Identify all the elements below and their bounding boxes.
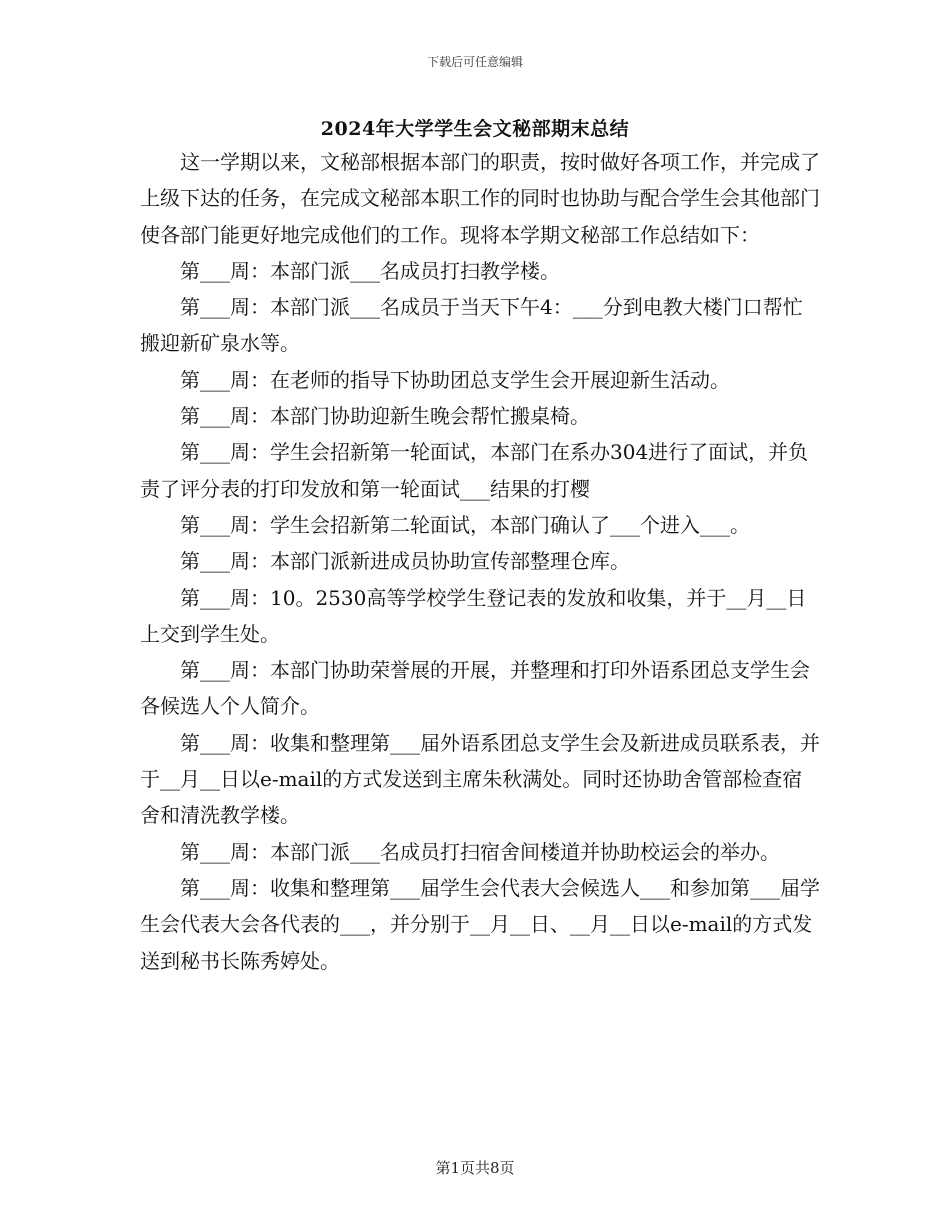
document-title: 2024年大学学生会文秘部期末总结: [320, 118, 630, 140]
paragraph-item: 第___周：在老师的指导下协助团总支学生会开展迎新生活动。: [180, 367, 730, 392]
paragraph-item: 第___周：学生会招新第一轮面试，本部门在系办304进行了面试，并负责了评分表的打印发放和第一轮面试___结果的打樱: [140, 440, 809, 501]
paragraph-item: 第___周：10。2530高等学校学生登记表的发放和收集，并于__月__日上交到学生处。: [140, 585, 807, 646]
paragraph-item: 第___周：收集和整理第___届外语系团总支学生会及新进成员联系表，并于__月__日以e-mail的方式发送到主席朱秋满处。同时还协助舍管部检查宿舍和清洗教学楼。: [140, 730, 820, 828]
paragraph-item: 第___周：本部门派___名成员打扫宿舍间楼道并协助校运会的举办。: [180, 839, 780, 864]
paragraph-item: 第___周：本部门协助迎新生晚会帮忙搬桌椅。: [180, 404, 590, 429]
paragraph-item: 第___周：本部门派___名成员于当天下午4：___分到电教大楼门口帮忙搬迎新矿泉水等。: [140, 295, 803, 356]
paragraph-item: 第___周：学生会招新第二轮面试，本部门确认了___个进入___。: [180, 512, 750, 537]
document-body: [140, 144, 820, 979]
paragraph-item: 第___周：本部门派新进成员协助宣传部整理仓库。: [180, 549, 630, 574]
paragraph-intro: 这一学期以来，文秘部根据本部门的职责，按时做好各项工作，并完成了上级下达的任务，在完成文秘部本职工作的同时也协助与配合学生会其他部门使各部门能更好地完成他们的工作。现将本学期文秘部工作总结如下：: [140, 150, 820, 247]
paragraph-item: 第___周：本部门协助荣誉展的开展，并整理和打印外语系团总支学生会各候选人个人简介。: [140, 658, 810, 719]
header-note: 下载后可任意编辑: [426, 55, 523, 69]
paragraph-item: 第___周：本部门派___名成员打扫教学楼。: [180, 258, 560, 283]
paragraph-item: 第___周：收集和整理第___届学生会代表大会候选人___和参加第___届学生会代表大会各代表的___，并分别于__月__日、__月__日以e-mail的方式发送到秘书长陈秀婷处。: [140, 875, 820, 973]
page-number: 第1页共8页: [435, 1159, 515, 1177]
